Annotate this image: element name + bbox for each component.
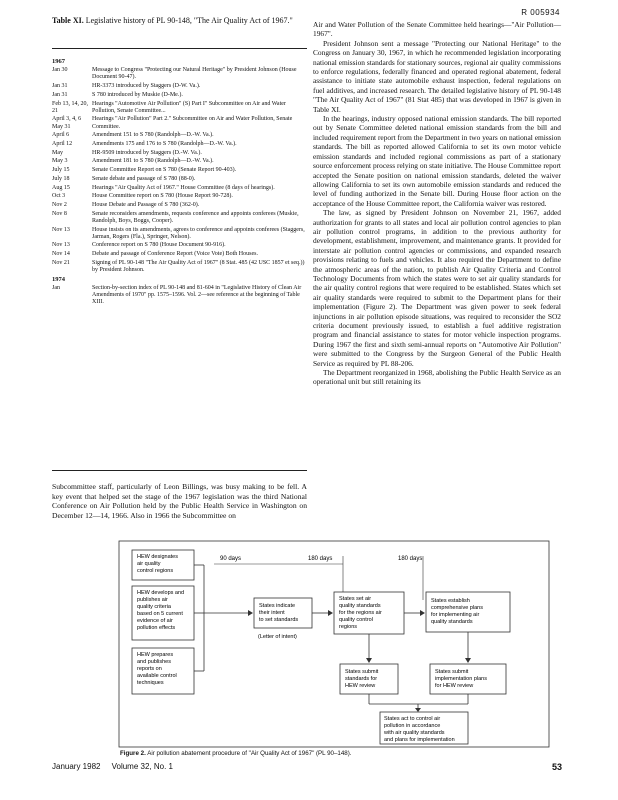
table-row-text: Message to Congress "Protecting our Natural Heritage" by President Johnson (House Document 90-47). (92, 67, 297, 81)
table-row (52, 193, 307, 200)
flow-box-line: regions (339, 624, 358, 630)
flow-box-line: quality standards (431, 619, 473, 625)
table-row-text: House Debate and Passage of S 780 (362-0). (92, 201, 200, 208)
table-row-text: Amendment 181 to S 780 (Randolph—D.-W. Va.). (92, 158, 214, 165)
table-row (52, 167, 307, 174)
table-row-text: HR-3373 introduced by Staggers (D-W. Va.). (92, 83, 201, 90)
figure-2-flowchart (118, 540, 550, 750)
table-row-text: Senate Committee Report on S 780 (Senate Report 90-403). (92, 167, 237, 174)
table-year-1967: 1967 (52, 58, 65, 65)
table-row-text: Senate debate and passage of S 780 (88-0). (92, 175, 196, 182)
table-row-date: Nov 21 (52, 259, 70, 266)
flow-box-line: reports on (137, 666, 162, 672)
table-row-text: Signing of PL 90-148 "The Air Quality Act of 1967" (8 Stat. 485 (42 USC 1857 et seq.)) by President Johnson. (92, 259, 305, 274)
table-row-date: Nov 8 (52, 210, 67, 217)
table-row-date: July 15 (52, 167, 70, 174)
table-row (52, 211, 307, 225)
table-label: Table XI. (52, 16, 84, 25)
arrowhead-down-standards (366, 658, 372, 663)
table-row (52, 116, 307, 130)
table-row-text: Debate and passage of Conference Report (Voice Vote) Both Houses. (92, 251, 258, 258)
table-row (52, 227, 307, 241)
flow-box-line: States act to control air (384, 716, 441, 722)
flow-box-line: and publishes (137, 659, 171, 665)
label-180-days: 180 days (308, 556, 333, 562)
table-row (52, 251, 307, 258)
flow-box-line: quality standards (339, 603, 381, 609)
body-paragraph: Air and Water Pollution of the Senate Committee held hearings—"Air Pollution—1967". (313, 20, 561, 39)
body-paragraph: The law, as signed by President Johnson on November 21, 1967, added authorization for grants to all states and local air pollution control agencies to plan air pollution control programs, in addition to the previous authority for development, establishment, improvement, and maintenance grants. It provided for interstate air pollution control agencies or commissions, and expanded research provisions relating to fuels and vehicles. It also required the Department to define the atmospheric areas of the nation, to publish Air Quality Criteria and Control Technology Documents from which the states were to set air quality standards for the air quality control regions that were required to be established. States which set air quality standards were required to submit to the Department plans for their implementation (Figure 2). The Department was given power to seek federal injunctions in air pollution episode situations, was required to reconsider the SO2 criteria document previously issued, to establish a fuel additive registration program and financial assistance to states for motor vehicle inspection programs. During 1967 the first and sixth semi-annual reports on "Automotive Air Pollution" were submitted to the Congress by the Surgeon General of the Public Health Service as required by PL 88-206. (313, 208, 561, 368)
table-row (52, 285, 307, 307)
table-row (52, 92, 307, 99)
table-row-date: Jan 30 (52, 67, 68, 74)
flow-box-line: to set standards (259, 617, 299, 623)
table-row (52, 83, 307, 90)
table-title (52, 16, 307, 25)
table-row-date: April 6 (52, 132, 70, 139)
table-row-text: Hearings "Air Quality Act of 1967." House Committee (8 days of hearings). (92, 184, 275, 191)
letter-of-intent-note: (Letter of intent) (258, 634, 297, 640)
table-rows-1974 (52, 285, 307, 307)
flow-box-line: implementation plans (435, 676, 487, 682)
flow-box-line: evidence of air (137, 618, 173, 624)
flow-box-line: and plans for implementation (384, 737, 455, 743)
table-row-text: HR-9509 introduced by Staggers (D.-W. Va.). (92, 149, 202, 156)
table-row (52, 67, 307, 81)
table-caption: Legislative history of PL 90-148, "The Air Quality Act of 1967." (85, 16, 293, 25)
figure-caption-label: Figure 2. (120, 750, 146, 757)
table-row-date: Jan 31 (52, 91, 68, 98)
table-year-1974: 1974 (52, 275, 65, 283)
legislative-history-table (52, 57, 307, 308)
flow-box-line: available control (137, 673, 177, 679)
table-row (52, 176, 307, 183)
table-row (52, 202, 307, 209)
flow-box-line: HEW review (345, 683, 376, 689)
arrowhead-down-plans (465, 658, 471, 663)
body-paragraph: In the hearings, industry opposed national emission standards. The bill reported out by Senate Committee deleted national emission standards from the bill and included requirement report from the Department in two years on national emission standards. The bill as reported allowed California to set its own motor vehicle emission standards and included regional commissions as part of a stationary source enforcement process relying on state initiative. The House Committee report accepted the Senate position on national emission standards, deleted the waiver allowing California to set its own automobile emission standards and reduced the level of funding authorized in the Senate bill. During House floor action on the acceptance of the House Committee report, the California waiver was restored. (313, 114, 561, 208)
flow-box-line: control regions (137, 568, 174, 574)
table-row-text: Senate reconsiders amendments, requests conference and appoints conferees (Muskie, Randolph, Boys, Boggs, Cooper). (92, 210, 299, 224)
flow-box-line: techniques (137, 680, 164, 686)
table-row-date: Nov 14 (52, 251, 70, 258)
document-id: R 005934 (521, 8, 560, 17)
flow-box-line: States submit (435, 669, 469, 675)
table-row-date: May (52, 149, 63, 156)
table-row-date: April 12 (52, 141, 73, 148)
flow-box-line: for implementing air (431, 612, 480, 618)
flow-box-line: based on 5 current (137, 611, 183, 617)
flow-box-line: States indicate (259, 603, 296, 609)
flow-box-line: States set air (339, 596, 372, 602)
table-row-date: April 3, 4, 6 May 31 (52, 116, 82, 130)
flow-box-line: States submit (345, 669, 379, 675)
flow-box-line: quality criteria (137, 604, 171, 610)
table-row-text: Hearings "Automotive Air Pollution" (S) Part I" Subcommittee on Air and Water Pollution, Senate Committee... (92, 100, 286, 114)
table-rule-top (52, 48, 307, 49)
table-row-date: Nov 13 (52, 242, 70, 249)
table-row-date: July 18 (52, 175, 70, 182)
table-row-text: S 780 introduced by Muskie (D-Me.). (92, 91, 183, 98)
table-row-date: Feb 13, 14, 20, 21 (52, 100, 88, 114)
table-row (52, 150, 307, 157)
table-row (52, 260, 307, 274)
table-row-text: House Committee report on S 780 (House Report 90-728). (92, 193, 233, 200)
arrowhead-standards (328, 610, 333, 616)
flow-box-line: for the regions air (339, 610, 382, 616)
table-row-date: Nov 13 (52, 226, 70, 233)
flow-box-line: quality control (339, 617, 373, 623)
arrowhead-act (415, 708, 421, 712)
body-paragraph: President Johnson sent a message "Protecting our National Heritage" to the Congress on January 30, 1967, in which he recommended legislation incorporating national emission standards for stationary sources, regional air quality commissions to enforce regulations, federally financed and operated regional abatement, federal assistance to initiate state automobile exhaust inspection, federal regulations on fuel additives, and increased research. The detailed legislative history of PL 90-148 "The Air Quality Act of 1967" (81 Stat 485) that was developed in 1967 is given in Table XI. (313, 38, 561, 114)
flow-box-line: publishes air (137, 597, 168, 603)
flow-box-line: HEW designates (137, 554, 178, 560)
flow-box-line: pollution in accordance (384, 723, 441, 729)
flow-box-line: their intent (259, 610, 285, 616)
table-row (52, 158, 307, 165)
body-paragraph: The Department reorganized in 1968, abolishing the Public Health Service as an operational unit but still retaining its (313, 368, 561, 387)
table-row (52, 242, 307, 249)
flow-box-line: States establish (431, 598, 470, 604)
table-row (52, 101, 307, 115)
table-row-text: Amendment 151 to S 780 (Randolph—D.-W. Va.). (92, 132, 214, 139)
box-submit-standards-text (345, 669, 379, 689)
table-row-date: Nov 2 (52, 201, 67, 208)
label-90-days: 90 days (220, 556, 242, 562)
arrowhead-intent (248, 610, 253, 616)
arrowhead-plans (420, 610, 425, 616)
flow-box-line: standards for (345, 676, 378, 682)
figure-caption (120, 750, 352, 757)
journal-footer: January 1982 Volume 32, No. 1 (52, 762, 173, 771)
table-row-text: House insists on its amendments, agrees to conference and appoints conferees (Staggers, Jarman, Rogers (Fla.), Springer, Nelson). (92, 226, 305, 240)
table-row (52, 141, 307, 148)
flow-box-line: pollution effects (137, 625, 176, 631)
flowchart-svg (118, 540, 550, 750)
table-rows-1967 (52, 67, 307, 274)
flow-box-line: with air quality standards (384, 730, 445, 736)
flow-box-line: HEW prepares (137, 652, 174, 658)
table-row-text: Conference report on S 780 (House Document 90-916). (92, 242, 226, 249)
table-row-date: Jan (52, 284, 60, 291)
figure-caption-text: Air pollution abatement procedure of "Air Quality Act of 1967" (PL 90–148). (147, 750, 352, 757)
label-180-days-b: 180 days (398, 556, 423, 562)
table-row-text: Amendments 175 and 176 to S 780 (Randolph—D.-W. Va.). (92, 141, 237, 148)
page-number: 53 (551, 762, 562, 772)
flow-box-line: for HEW review (435, 683, 474, 689)
table-rule-bottom (52, 470, 307, 471)
left-column-paragraph: Subcommittee staff, particularly of Leon Billings, was busy making to be fell. A key event that helped set the stage of the 1967 legislation was the third National Conference on Air Pollution held by the Public Health Service in Washington on December 12—14, 1966. Also in 1966 the Subcommittee on (52, 482, 307, 520)
table-row-date: Aug 15 (52, 184, 70, 191)
table-row-text: Hearings "Air Pollution" Part 2." Subcommittee on Air and Water Pollution, Senate Committee. (92, 116, 293, 130)
flow-box-line: HEW develops and (137, 590, 185, 596)
flow-box-line: comprehensive plans (431, 605, 483, 611)
table-row-date: May 3 (52, 158, 68, 165)
table-row-date: Jan 31 (52, 83, 68, 90)
right-column-text (313, 20, 561, 387)
flow-box-line: air quality (137, 561, 161, 567)
table-row (52, 185, 307, 192)
table-row-text: Section-by-section index of PL 90-148 and 81-604 in "Legislative History of Clean Air Amendments of 1970" pp. 1575–1596. Vol. 2—see reference at the beginning of Table XIII. (92, 284, 302, 306)
table-row-date: Oct 3 (52, 193, 66, 200)
table-row (52, 132, 307, 139)
